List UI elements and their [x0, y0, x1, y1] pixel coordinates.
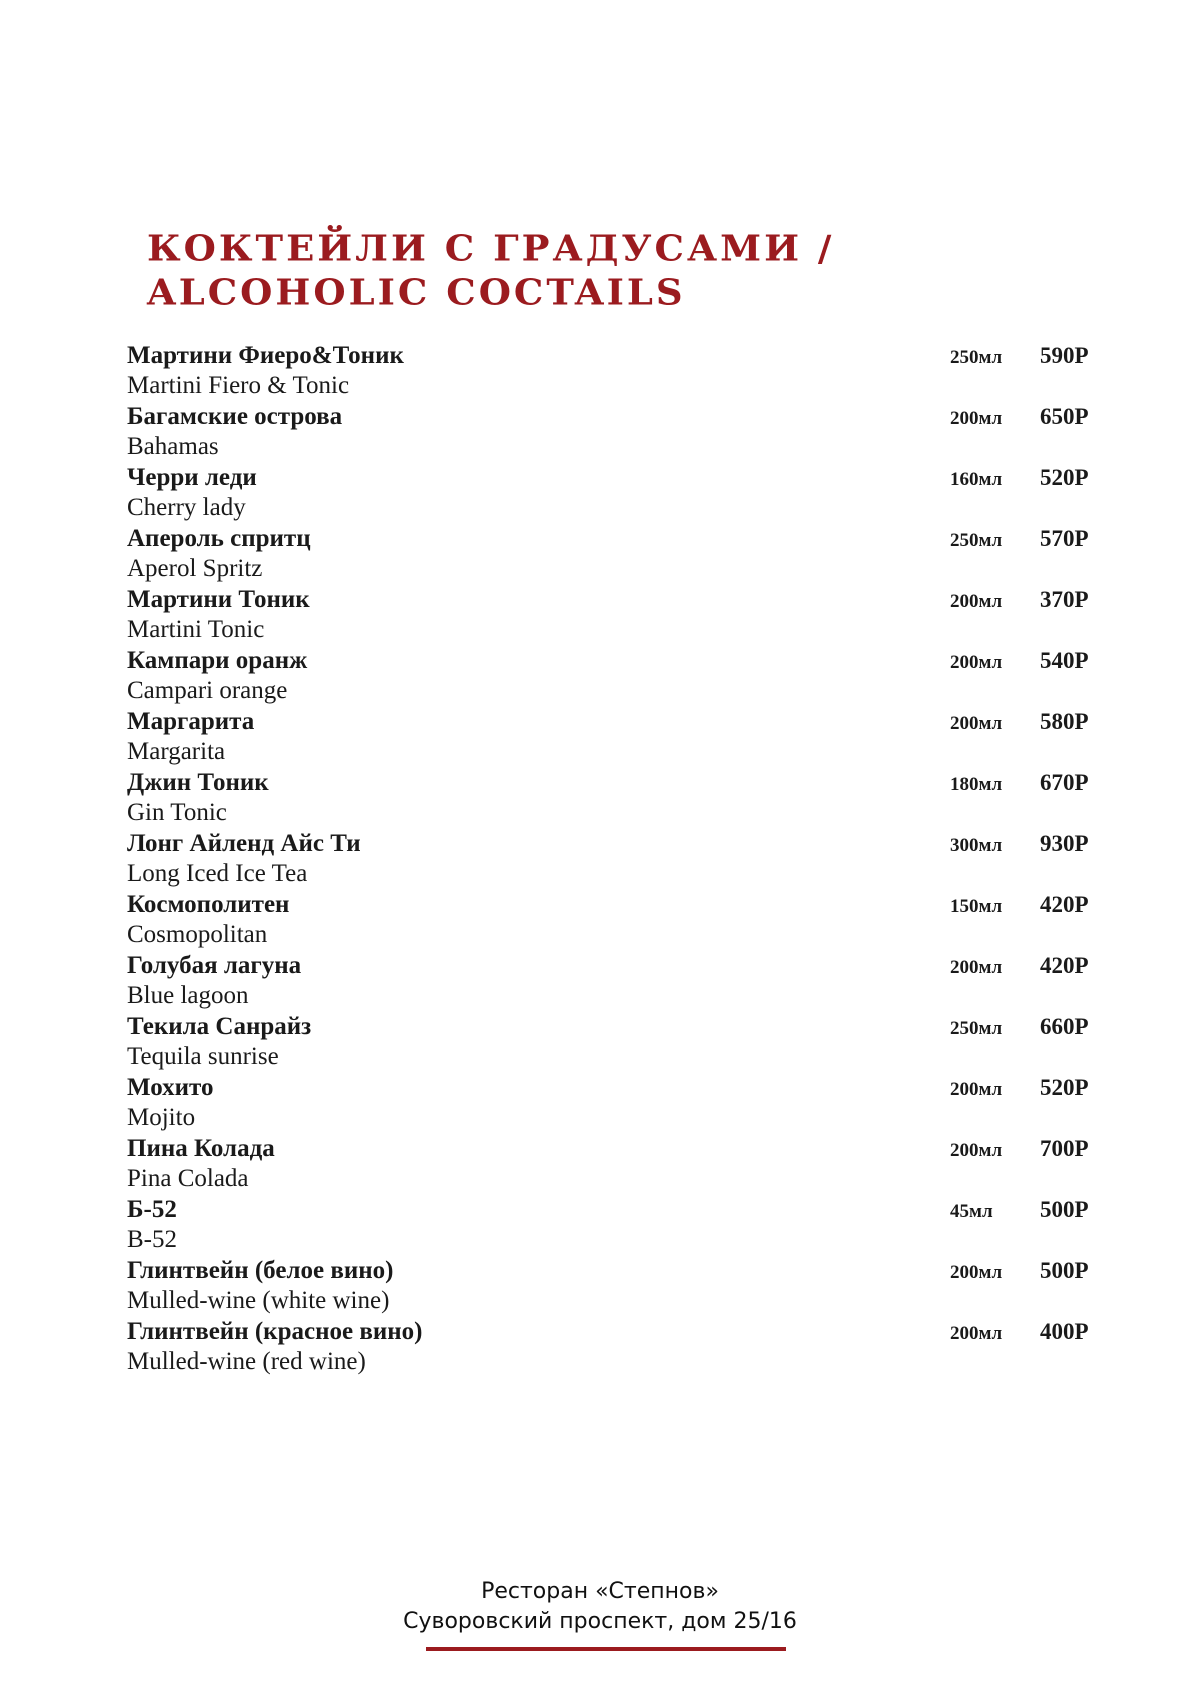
menu-item [127, 584, 1107, 645]
restaurant-footer [0, 1577, 1200, 1637]
item-price: 500Р [1040, 1258, 1089, 1283]
item-name-ru: Маргарита [127, 708, 255, 735]
menu-item [127, 462, 1107, 523]
item-price: 540Р [1040, 648, 1089, 673]
menu-item [127, 1316, 1107, 1377]
item-name-ru: Багамские острова [127, 403, 343, 430]
footer-divider [426, 1647, 786, 1651]
item-volume: 200мл [950, 1140, 1003, 1161]
item-name-ru: Лонг Айленд Айс Ти [127, 830, 361, 857]
item-price: 590Р [1040, 343, 1089, 368]
item-price: 420Р [1040, 953, 1089, 978]
menu-item [127, 1255, 1107, 1316]
item-price: 670Р [1040, 770, 1089, 795]
item-name-ru: Глинтвейн (красное вино) [127, 1318, 423, 1345]
item-price: 570Р [1040, 526, 1089, 551]
menu-item [127, 1011, 1107, 1072]
item-name-ru: Космополитен [127, 891, 290, 918]
menu-item [127, 706, 1107, 767]
item-volume: 200мл [950, 1323, 1003, 1344]
item-name-ru: Голубая лагуна [127, 952, 302, 979]
item-price: 930Р [1040, 831, 1089, 856]
menu-item [127, 401, 1107, 462]
menu-item [127, 828, 1107, 889]
item-name-en: Cosmopolitan [127, 921, 268, 948]
item-name-ru: Апероль спритц [127, 525, 311, 552]
item-name-ru: Б-52 [127, 1196, 177, 1223]
item-name-en: Mulled-wine (red wine) [127, 1348, 366, 1375]
item-volume: 180мл [950, 774, 1003, 795]
restaurant-address: Суворовский проспект, дом 25/16 [403, 1609, 797, 1634]
item-volume: 200мл [950, 957, 1003, 978]
item-volume: 200мл [950, 1079, 1003, 1100]
menu-item [127, 1072, 1107, 1133]
item-name-en: Martini Tonic [127, 616, 265, 643]
item-price: 370Р [1040, 587, 1089, 612]
item-price: 700Р [1040, 1136, 1089, 1161]
item-volume: 200мл [950, 713, 1003, 734]
item-volume: 250мл [950, 530, 1003, 551]
item-name-ru: Глинтвейн (белое вино) [127, 1257, 394, 1284]
item-price: 420Р [1040, 892, 1089, 917]
menu-item [127, 889, 1107, 950]
item-name-en: Mulled-wine (white wine) [127, 1287, 390, 1314]
page-title-line-1: КОКТЕЙЛИ С ГРАДУСАМИ / [147, 226, 835, 270]
menu-item [127, 340, 1107, 401]
page-title-line-2: ALCOHOLIC COCTAILS [147, 271, 686, 314]
item-name-en: Gin Tonic [127, 799, 227, 826]
item-volume: 300мл [950, 835, 1003, 856]
item-name-ru: Текила Санрайз [127, 1013, 312, 1040]
item-price: 580Р [1040, 709, 1089, 734]
item-name-en: Pina Colada [127, 1165, 249, 1192]
menu-item [127, 523, 1107, 584]
item-volume: 200мл [950, 652, 1003, 673]
menu-item [127, 1133, 1107, 1194]
item-name-en: Blue lagoon [127, 982, 249, 1009]
item-volume: 200мл [950, 591, 1003, 612]
item-price: 400Р [1040, 1319, 1089, 1344]
page-title [147, 226, 907, 314]
item-volume: 200мл [950, 408, 1003, 429]
item-name-ru: Мохито [127, 1074, 214, 1101]
menu-item [127, 767, 1107, 828]
item-name-ru: Черри леди [127, 464, 257, 491]
item-price: 520Р [1040, 465, 1089, 490]
menu-item [127, 1194, 1107, 1255]
menu-item [127, 645, 1107, 706]
item-volume: 200мл [950, 1262, 1003, 1283]
item-price: 500Р [1040, 1197, 1089, 1222]
item-name-en: Margarita [127, 738, 226, 765]
item-volume: 150мл [950, 896, 1003, 917]
item-name-ru: Кампари оранж [127, 647, 308, 674]
item-name-en: B-52 [127, 1226, 177, 1253]
item-name-ru: Пина Колада [127, 1135, 275, 1162]
item-name-en: Mojito [127, 1104, 196, 1131]
item-name-en: Bahamas [127, 433, 219, 460]
item-name-en: Tequila sunrise [127, 1043, 279, 1070]
item-volume: 250мл [950, 1018, 1003, 1039]
item-price: 650Р [1040, 404, 1089, 429]
item-price: 520Р [1040, 1075, 1089, 1100]
item-name-en: Cherry lady [127, 494, 246, 521]
item-name-ru: Джин Тоник [127, 769, 269, 796]
item-price: 660Р [1040, 1014, 1089, 1039]
item-name-en: Martini Fiero & Tonic [127, 372, 350, 399]
item-volume: 45мл [950, 1201, 993, 1222]
item-name-ru: Мартини Фиеро&Тоник [127, 342, 404, 369]
item-name-en: Aperol Spritz [127, 555, 263, 582]
item-name-ru: Мартини Тоник [127, 586, 310, 613]
item-name-en: Long Iced Ice Tea [127, 860, 308, 887]
item-volume: 250мл [950, 347, 1003, 368]
restaurant-name: Ресторан «Степнов» [481, 1579, 719, 1604]
item-name-en: Campari orange [127, 677, 288, 704]
cocktail-menu-list [127, 340, 1107, 1377]
menu-item [127, 950, 1107, 1011]
item-volume: 160мл [950, 469, 1003, 490]
